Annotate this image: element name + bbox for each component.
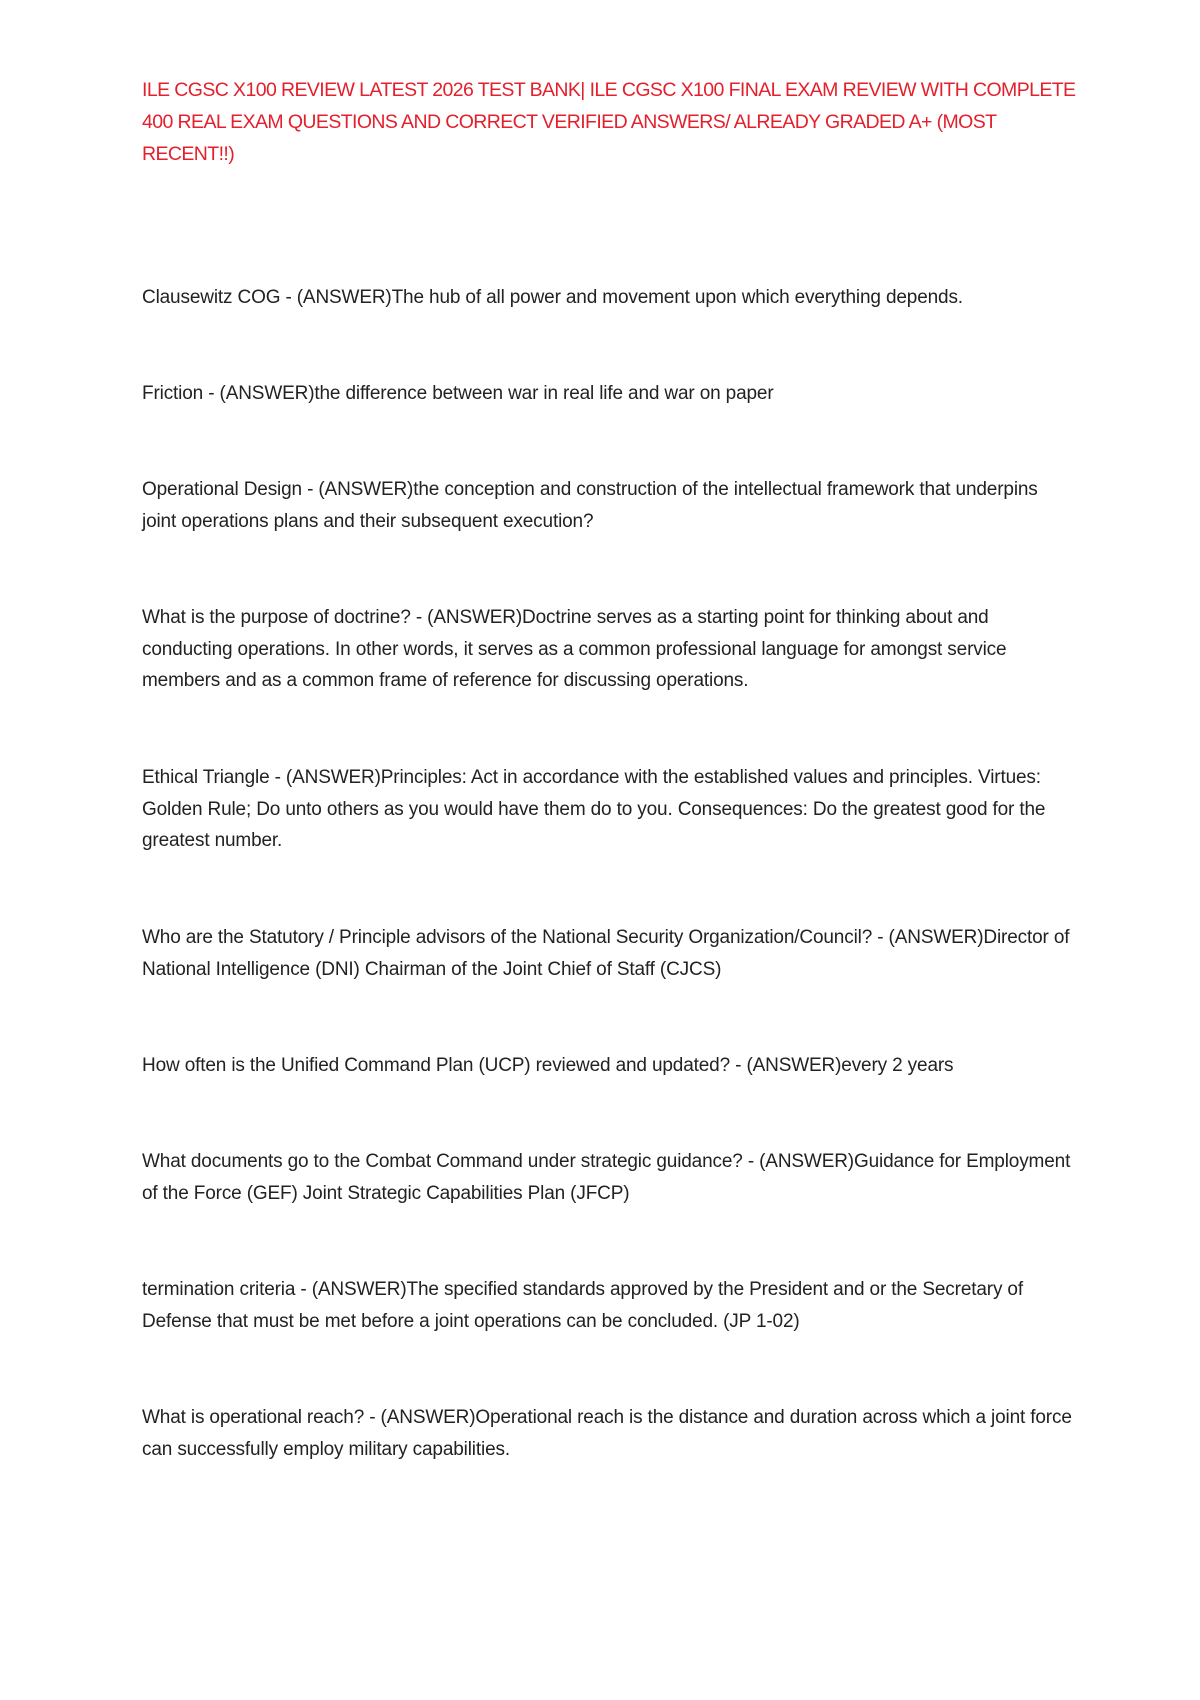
document-title: ILE CGSC X100 REVIEW LATEST 2026 TEST BANK| ILE CGSC X100 FINAL EXAM REVIEW WITH COMPLETE 400 REAL EXAM QUESTIONS AND CORRECT VERIFIED ANSWERS/ ALREADY GRADED A+ (MOST RECENT!!) [142,79,1076,165]
qa-item-friction: Friction - (ANSWER)the difference between war in real life and war on paper [142,383,774,404]
qa-item-clausewitz-cog: Clausewitz COG - (ANSWER)The hub of all power and movement upon which everything depends. [142,287,963,308]
qa-item-termination-criteria: termination criteria - (ANSWER)The specified standards approved by the President and or the Secretary of Defense that must be met before a joint operations can be concluded. (JP 1-02) [142,1279,1023,1332]
qa-item-operational-design: Operational Design - (ANSWER)the conception and construction of the intellectual framework that underpins joint operations plans and their subsequent execution? [142,479,1038,532]
qa-item-ucp-review: How often is the Unified Command Plan (UCP) reviewed and updated? - (ANSWER)every 2 years [142,1055,954,1076]
qa-item-purpose-of-doctrine: What is the purpose of doctrine? - (ANSWER)Doctrine serves as a starting point for thinking about and conducting operations. In other words, it serves as a common professional language for amongst service members and as a common frame of reference for discussing operations. [142,607,1007,691]
qa-item-strategic-guidance-documents: What documents go to the Combat Command under strategic guidance? - (ANSWER)Guidance for Employment of the Force (GEF) Joint Strategic Capabilities Plan (JFCP) [142,1151,1071,1204]
qa-item-statutory-advisors: Who are the Statutory / Principle advisors of the National Security Organization/Council? - (ANSWER)Director of National Intelligence (DNI) Chairman of the Joint Chief of Staff (CJCS) [142,927,1070,980]
qa-item-operational-reach: What is operational reach? - (ANSWER)Operational reach is the distance and duration across which a joint force can successfully employ military capabilities. [142,1407,1072,1460]
qa-item-ethical-triangle: Ethical Triangle - (ANSWER)Principles: Act in accordance with the established values and principles. Virtues: Golden Rule; Do unto others as you would have them do to you. Consequences: Do the greatest good for the greatest number. [142,767,1046,851]
